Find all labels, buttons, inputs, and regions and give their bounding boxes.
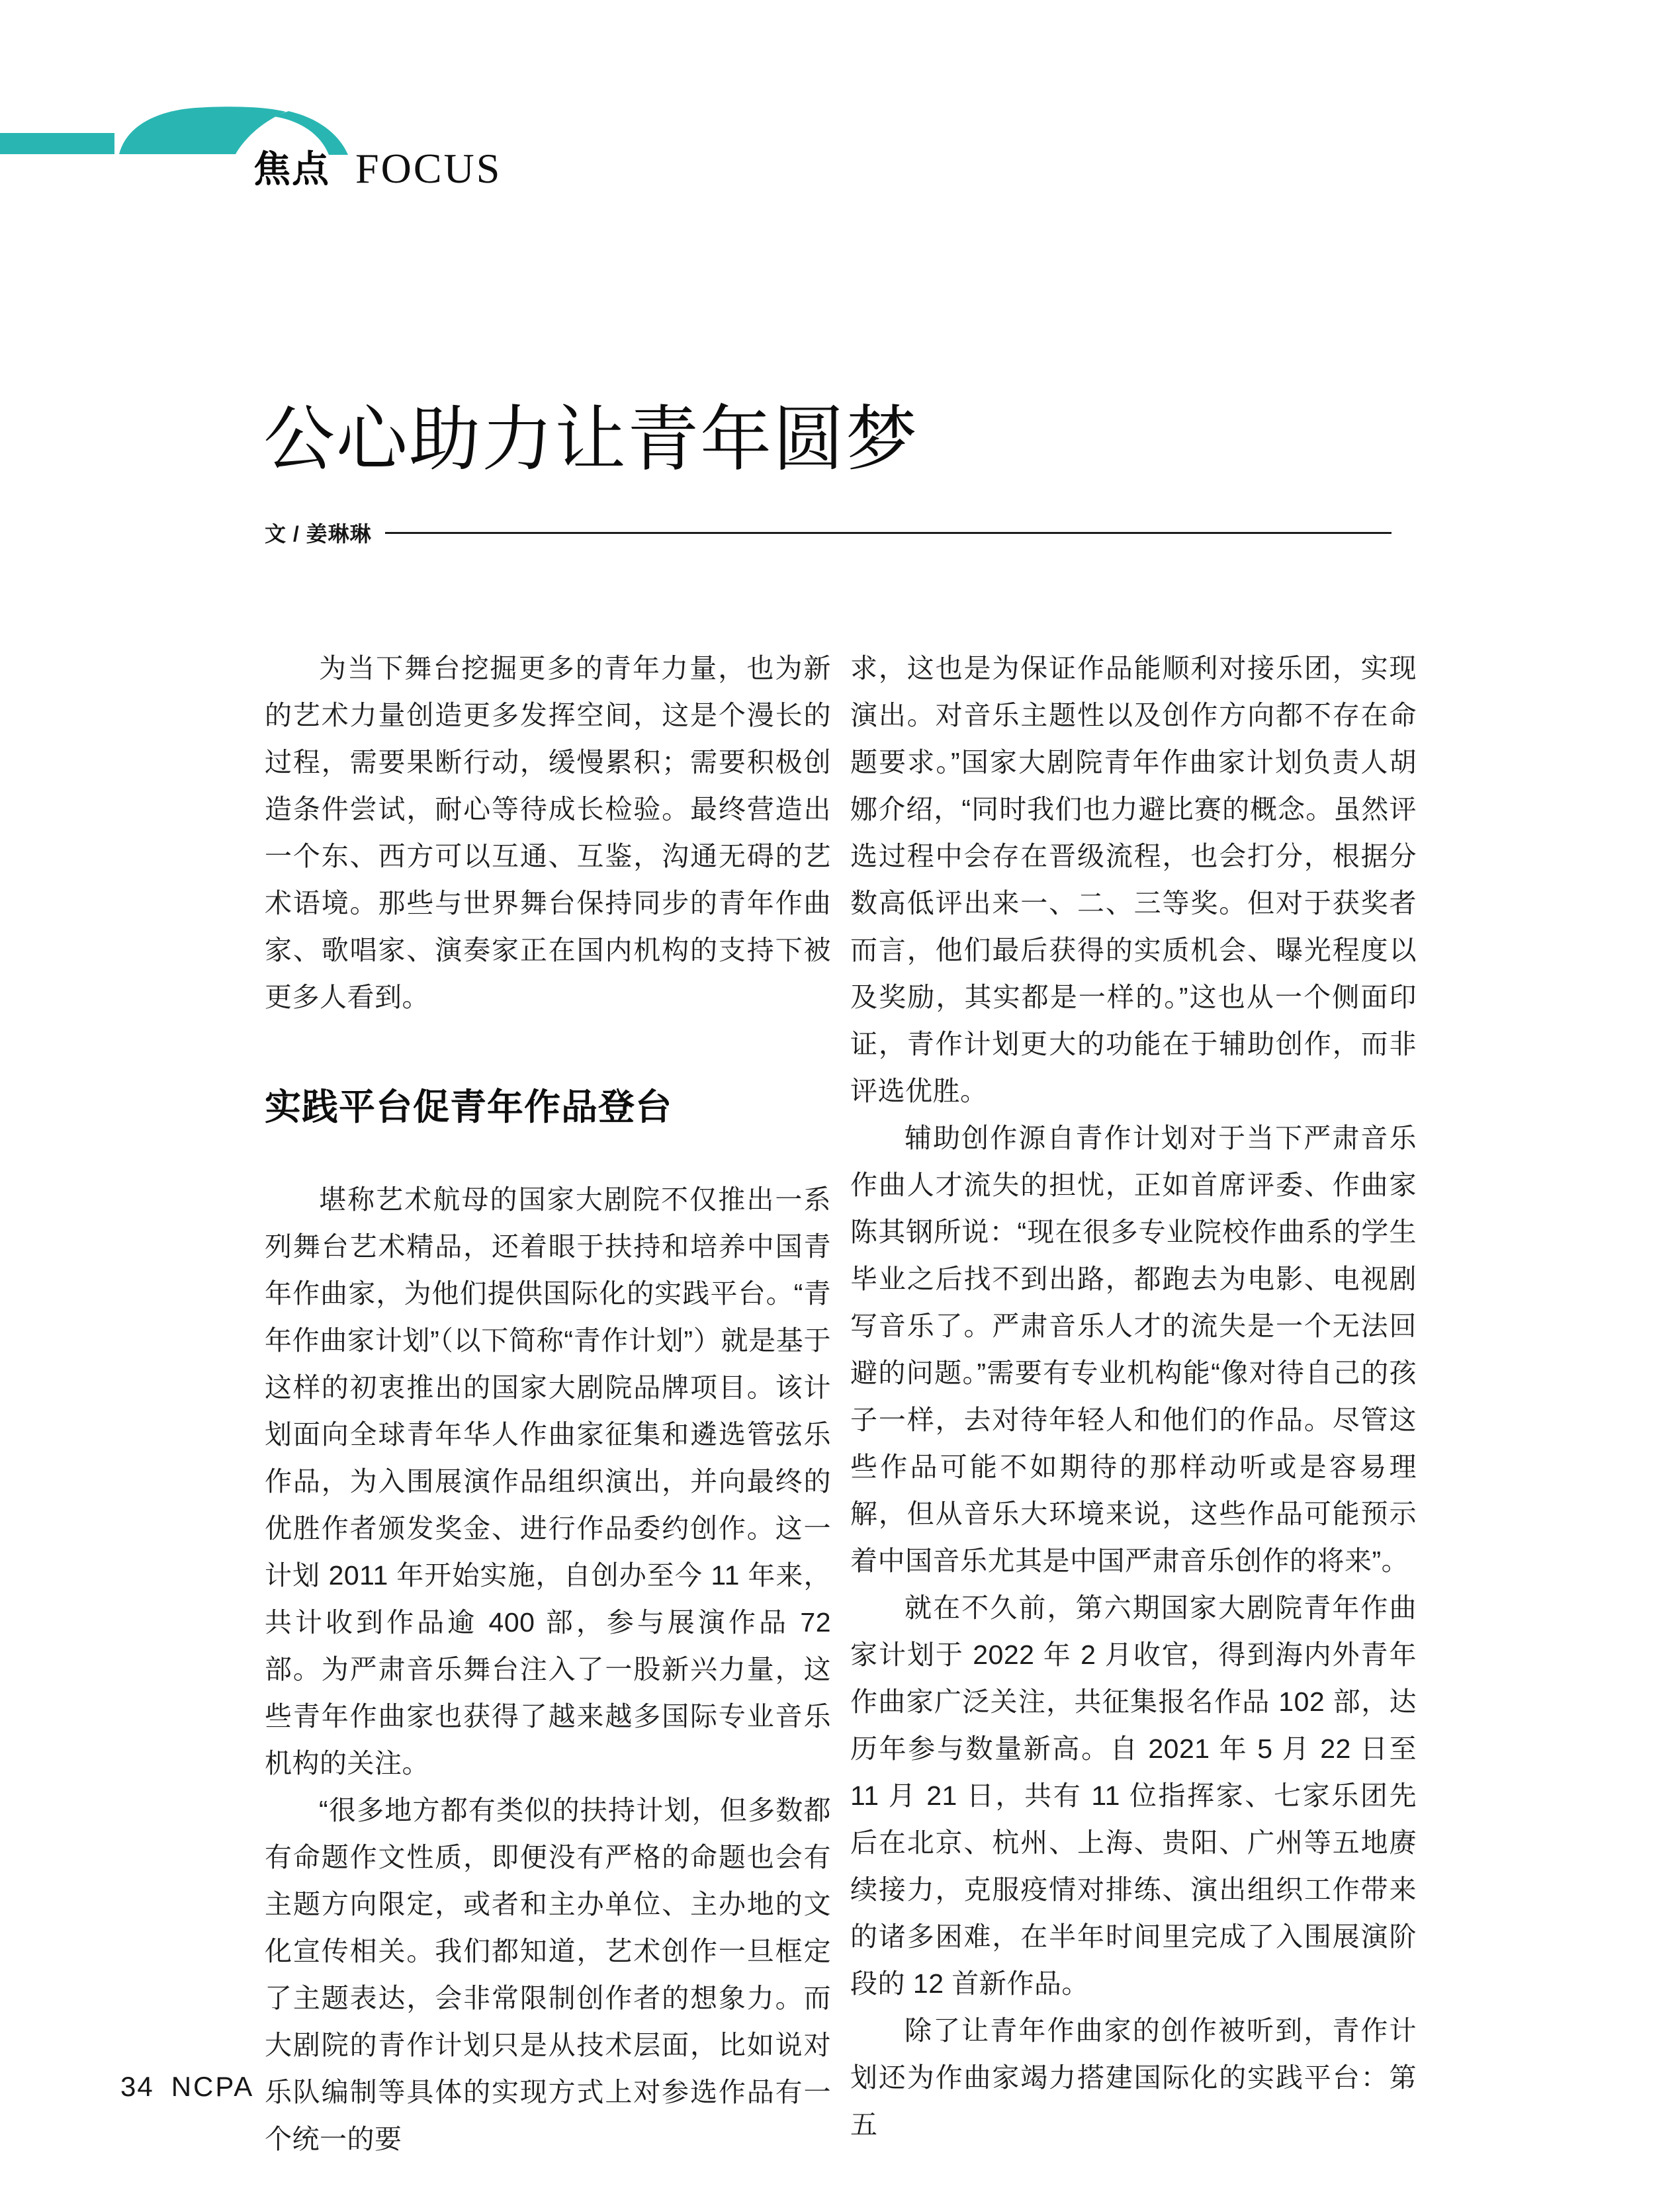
byline-row	[265, 517, 1392, 548]
body-paragraph: 为当下舞台挖掘更多的青年力量，也为新的艺术力量创造更多发挥空间，这是个漫长的过程，需要果断行动，缓慢累积；需要积极创造条件尝试，耐心等待成长检验。最终营造出一个东、西方可以互通、互鉴，沟通无碍的艺术语境。那些与世界舞台保持同步的青年作曲家、歌唱家、演奏家正在国内机构的支持下被更多人看到。	[265, 653, 831, 1012]
body-column-left	[265, 645, 831, 2163]
article-title: 公心助力让青年圆梦	[263, 401, 919, 480]
body-paragraph: 除了让青年作曲家的创作被听到，青作计划还为作曲家竭力搭建国际化的实践平台：第五	[850, 2015, 1417, 2140]
page-number: 34	[120, 2071, 154, 2102]
page-footer	[120, 2071, 254, 2103]
body-paragraph: 辅助创作源自青作计划对于当下严肃音乐作曲人才流失的担忧，正如首席评委、作曲家陈其钢所说：“现在很多专业院校作曲系的学生毕业之后找不到出路，都跑去为电影、电视剧写音乐了。严肃音乐人才的流失是一个无法回避的问题。”需要有专业机构能“像对待自己的孩子一样，去对待年轻人和他们的作品。尽管这些作品可能不如期待的那样动听或是容易理解，但从音乐大环境来说，这些作品可能预示着中国音乐尤其是中国严肃音乐创作的将来”。	[850, 1123, 1417, 1576]
byline: 文 / 姜琳琳	[265, 522, 372, 546]
body-paragraph: 求，这也是为保证作品能顺利对接乐团，实现演出。对音乐主题性以及创作方向都不存在命题要求。”国家大剧院青年作曲家计划负责人胡娜介绍，“同时我们也力避比赛的概念。虽然评选过程中会存在晋级流程，也会打分，根据分数高低评出来一、二、三等奖。但对于获奖者而言，他们最后获得的实质机会、曝光程度以及奖励，其实都是一样的。”这也从一个侧面印证，青作计划更大的功能在于辅助创作，而非评选优胜。	[850, 653, 1417, 1106]
body-paragraph: “很多地方都有类似的扶持计划，但多数都有命题作文性质，即便没有严格的命题也会有主题方向限定，或者和主办单位、主办地的文化宣传相关。我们都知道，艺术创作一旦框定了主题表达，会非常限制创作者的想象力。而大剧院的青作计划只是从技术层面，比如说对乐队编制等具体的实现方式上对参选作品有一个统一的要	[265, 1795, 831, 2154]
journal-abbreviation: NCPA	[171, 2071, 255, 2102]
section-heading: 实践平台促青年作品登台	[265, 1086, 673, 1127]
body-column-right	[850, 645, 1417, 2148]
byline-divider-rule	[385, 532, 1392, 534]
ribbon-bar	[0, 133, 114, 154]
category-label-cn: 焦点	[253, 148, 330, 190]
category-label-en: FOCUS	[355, 145, 502, 192]
body-paragraph: 堪称艺术航母的国家大剧院不仅推出一系列舞台艺术精品，还着眼于扶持和培养中国青年作曲家，为他们提供国际化的实践平台。“青年作曲家计划”（以下简称“青作计划”）就是基于这样的初衷推出的国家大剧院品牌项目。该计划面向全球青年华人作曲家征集和遴选管弦乐作品，为入围展演作品组织演出，并向最终的优胜作者颁发奖金、进行作品委约创作。这一计划 2011 年开始实施，自创办至今 11 年来，共计收到作品逾 400 部，参与展演作品 72 部。为严肃音乐舞台注入了一股新兴力量，这些青年作曲家也获得了越来越多国际专业音乐机构的关注。	[265, 1184, 831, 1778]
body-paragraph: 就在不久前，第六期国家大剧院青年作曲家计划于 2022 年 2 月收官，得到海内外青年作曲家广泛关注，共征集报名作品 102 部，达历年参与数量新高。自 2021 年 5 月 22 日至 11 月 21 日，共有 11 位指挥家、七家乐团先后在北京、杭州、上海、贵阳、广州等五地赓续接力，克服疫情对排练、演出组织工作带来的诸多困难，在半年时间里完成了入围展演阶段的 12 首新作品。	[850, 1593, 1417, 1999]
